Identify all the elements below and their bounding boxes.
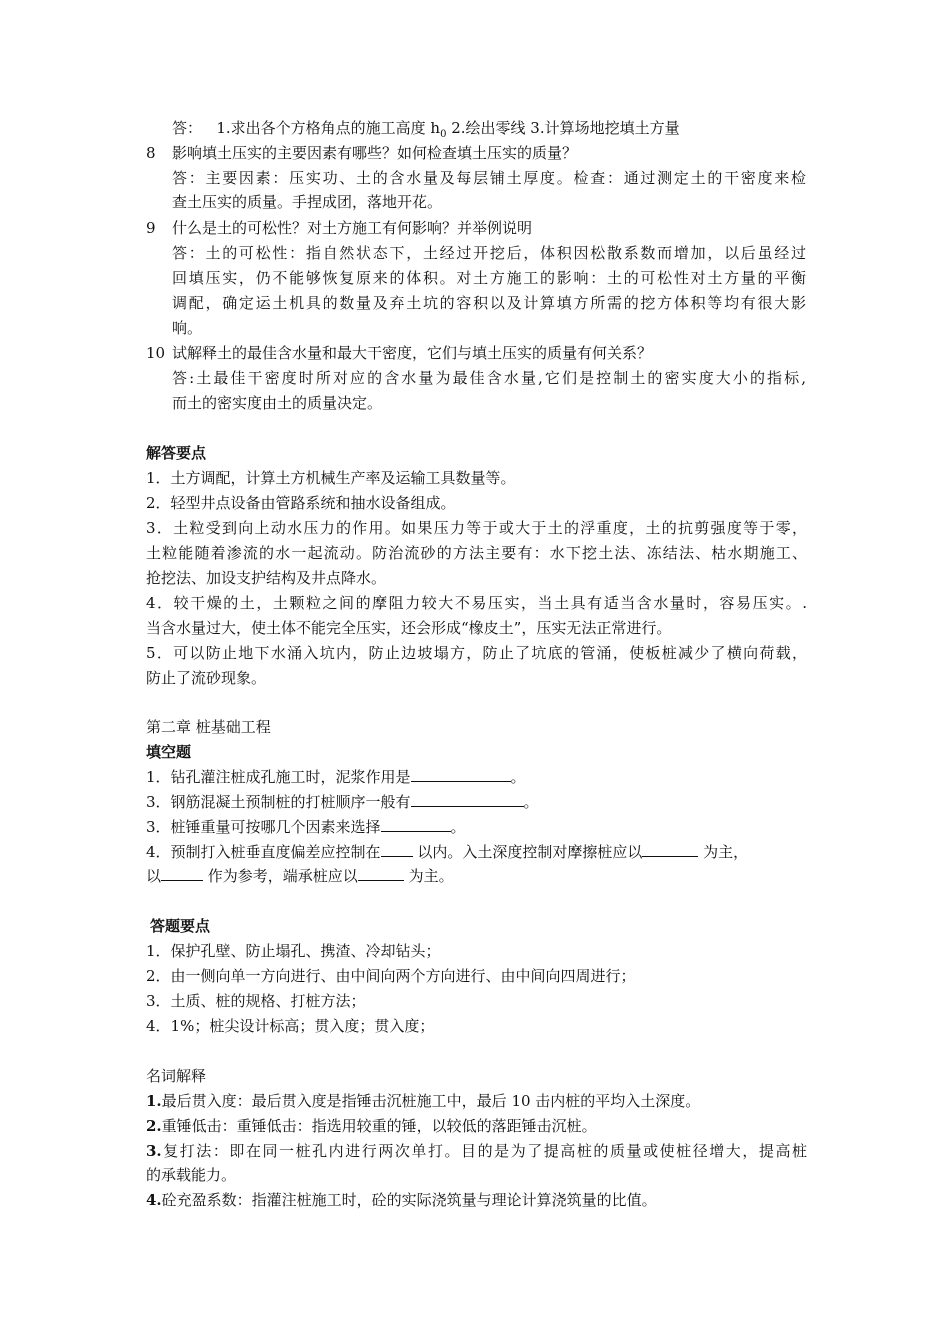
term-item: 的承载能力。 bbox=[146, 1166, 237, 1184]
key-point: 土粒能随着渗流的水一起流动。防治流砂的方法主要有：水下挖土法、冻结法、枯水期施工、 bbox=[146, 544, 807, 562]
q8-number: 8 bbox=[146, 144, 156, 162]
key-point: 当含水量过大，使土体不能完全压实，还会形成“橡皮土”，压实无法正常进行。 bbox=[146, 619, 672, 637]
term-item: 4.砼充盈系数：指灌注桩施工时，砼的实际浇筑量与理论计算浇筑量的比值。 bbox=[146, 1191, 657, 1209]
chapter-title: 第二章 桩基础工程 bbox=[146, 718, 271, 736]
answer-blank[interactable] bbox=[411, 767, 511, 782]
q9-answer-line: 调配，确定运土机具的数量及弃土坑的容积以及计算填方所需的挖方体积等均有很大影 bbox=[172, 294, 806, 312]
terms-heading: 名词解释 bbox=[146, 1067, 207, 1085]
key-points-heading: 解答要点 bbox=[146, 444, 207, 462]
q10-number: 10 bbox=[146, 344, 166, 362]
answer-blank[interactable] bbox=[161, 866, 203, 881]
answer-blank[interactable] bbox=[411, 792, 524, 807]
answer-points-heading: 答题要点 bbox=[150, 917, 211, 935]
fill-in-item: 4．预制打入桩垂直度偏差应控制在 以内。入土深度控制对摩擦桩应以 为主， bbox=[146, 843, 749, 861]
q8-answer-line: 答：主要因素：压实功、土的含水量及每层铺土厚度。检查：通过测定土的干密度来检 bbox=[172, 169, 806, 187]
q9-question: 什么是土的可松性？对土方施工有何影响？并举例说明 bbox=[172, 219, 533, 237]
key-point: 3．土粒受到向上动水压力的作用。如果压力等于或大于土的浮重度，土的抗剪强度等于零， bbox=[146, 519, 807, 537]
q9-answer-line: 响。 bbox=[172, 319, 203, 337]
q9-number: 9 bbox=[146, 219, 156, 237]
term-item: 2.重锤低击：重锤低击：指选用较重的锤，以较低的落距锤击沉桩。 bbox=[146, 1117, 597, 1135]
answer-point: 4．1%；桩尖设计标高；贯入度；贯入度； bbox=[146, 1017, 435, 1035]
key-point: 2．轻型井点设备由管路系统和抽水设备组成。 bbox=[146, 494, 456, 512]
key-point: 抢挖法、加设支护结构及井点降水。 bbox=[146, 569, 387, 587]
fill-in-item: 1．钻孔灌注桩成孔施工时，泥浆作用是 。 bbox=[146, 768, 526, 786]
key-point: 5．可以防止地下水涌入坑内，防止边坡塌方，防止了坑底的管涌，使板桩减少了横向荷载， bbox=[146, 644, 807, 662]
term-item: 1.最后贯入度：最后贯入度是指锤击沉桩施工中，最后 10 击内桩的平均入土深度。 bbox=[146, 1092, 701, 1110]
key-point: 1．土方调配，计算土方机械生产率及运输工具数量等。 bbox=[146, 469, 516, 487]
answer-blank[interactable] bbox=[381, 842, 413, 857]
answer-blank[interactable] bbox=[358, 866, 404, 881]
q7-answer: 答： 1.求出各个方格角点的施工高度 $h_0$ 2.绘出零线 3.计算场地挖填土方量 bbox=[172, 119, 680, 140]
fill-in-item: 3．钢筋混凝土预制桩的打桩顺序一般有 。 bbox=[146, 793, 539, 811]
q9-answer-line: 回填压实，仍不能够恢复原来的体积。对土方施工的影响：土的可松性对土方量的平衡 bbox=[172, 269, 806, 287]
answer-point: 3．土质、桩的规格、打桩方法； bbox=[146, 992, 366, 1010]
term-item: 3.复打法：即在同一桩孔内进行两次单打。目的是为了提高桩的质量或使桩径增大，提高桩 bbox=[146, 1142, 807, 1160]
q10-answer-line: 而土的密实度由土的质量决定。 bbox=[172, 394, 383, 412]
answer-point: 2．由一侧向单一方向进行、由中间向两个方向进行、由中间向四周进行； bbox=[146, 967, 636, 985]
q9-answer-line: 答：土的可松性：指自然状态下，土经过开挖后，体积因松散系数而增加，以后虽经过 bbox=[172, 244, 806, 262]
q10-question: 试解释土的最佳含水量和最大干密度，它们与填土压实的质量有何关系？ bbox=[172, 344, 653, 362]
answer-blank[interactable] bbox=[381, 817, 451, 832]
q8-question: 影响填土压实的主要因素有哪些？如何检查填土压实的质量？ bbox=[172, 144, 578, 162]
answer-point: 1．保护孔壁、防止塌孔、携渣、冷却钻头； bbox=[146, 942, 441, 960]
q10-answer-line: 答:土最佳干密度时所对应的含水量为最佳含水量,它们是控制土的密实度大小的指标, bbox=[172, 369, 806, 387]
key-point: 防止了流砂现象。 bbox=[146, 669, 267, 687]
fill-in-heading: 填空题 bbox=[146, 743, 192, 761]
fill-in-item: 以 作为参考，端承桩应以 为主。 bbox=[146, 867, 454, 885]
q8-answer-line: 查土压实的质量。手捏成团，落地开花。 bbox=[172, 193, 443, 211]
answer-blank[interactable] bbox=[642, 842, 698, 857]
key-point: 4．较干燥的土，土颗粒之间的摩阻力较大不易压实，当土具有适当含水量时，容易压实。. bbox=[146, 594, 807, 612]
fill-in-item: 3．桩锤重量可按哪几个因素来选择 。 bbox=[146, 818, 466, 836]
